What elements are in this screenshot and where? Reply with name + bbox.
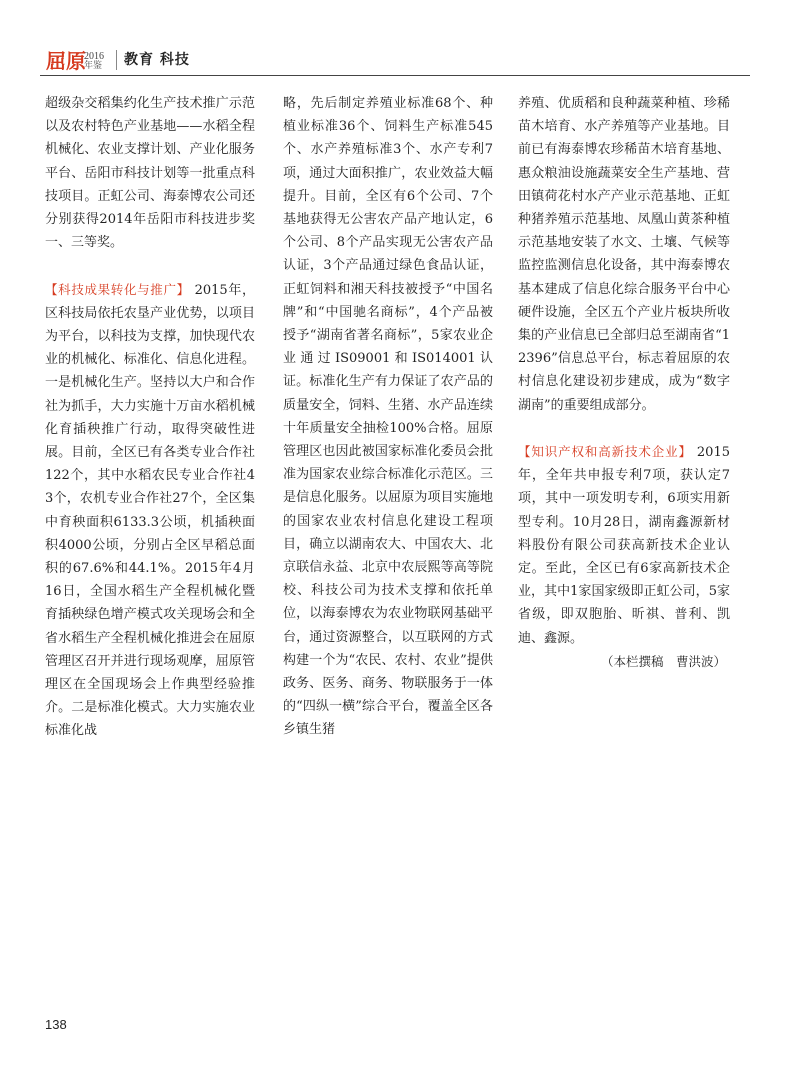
section-title: 教育 科技 [124,52,190,68]
yearbook-logo [46,50,116,72]
paragraph-body: 2015年，区科技局依托农垦产业优势，以项目为平台，以科技为支撑，加快现代农业的机械化、标准化、信息化进程。一是机械化生产。坚持以大户和合作社为抓手，大力实施十万亩水稻机械化育插秧推广行动，取得突破性进展。目前，全区已有各类专业合作社122个，其中水稻农民专业合作社43个，农机专业合作社27个，全区集中育秧面积6133.3公顷，机插秧面积4000公顷，分别占全区早稻总面积的67.6%和44.1%。2015年4月16日，全国水稻生产全程机械化暨育插秧绿色增产模式攻关现场会和全省水稻生产全程机械化推进会在屈原管理区召开并进行现场观摩，屈原管理区在全国现场会上作典型经验推介。二是标准化模式。大力实施农业标准化战 [45,282,255,739]
section-heading-ip-hightech: 【知识产权和高新技术企业】 [518,444,692,460]
paragraph-gap [45,254,255,277]
byline: （本栏撰稿 曹洪波） [600,653,726,669]
logo-year: 2016 [84,51,104,62]
logo-mark: 屈原 [46,49,86,73]
paragraph: 略，先后制定养殖业标准68个、种植业标准36个、饲料生产标准545个、水产养殖标准3个、水产专利7项，通过大面积推广，农业效益大幅提升。目前，全区有6个公司、7个基地获得无公害农产品产地认定，6个公司、8个产品实现无公害农产品认证，3个产品通过绿色食品认证，正虹饲料和湘天科技被授予“中国名牌”和“中国驰名商标”，4个产品被授予“湖南省著名商标”，5家农业企业通过IS09001和IS014001认证。标准化生产有力保证了农产品的质量安全，饲料、生猪、水产品连续十年质量安全抽检100%合格。屈原管理区也因此被国家标准化委员会批准为国家农业综合标准化示范区。三是信息化服务。以屈原为项目实施地的国家农业农村信息化建设工程项目，确立以湖南农大、中国农大、北京联信永益、北京中农辰熙等高等院校、科技公司为技术支撑和依托单位，以海泰博农为农业物联网基础平台，通过资源整合，以互联网的方式构建一个为“农民、农村、农业”提供政务、医务、商务、物联服务于一体的“四纵一横”综合平台，覆盖全区各乡镇生猪 [283,96,493,738]
text-column-1 [45,92,255,743]
page-number: 138 [45,1017,67,1032]
paragraph: 养殖、优质稻和良种蔬菜种植、珍稀苗木培育、水产养殖等产业基地。目前已有海泰博农珍稀苗木培育基地、惠众粮油设施蔬菜安全生产基地、营田镇荷花村水产产业示范基地、正虹种猪养殖示范基地、凤凰山黄茶种植示范基地安装了水文、土壤、气候等监控监测信息化设备，其中海泰博农基本建成了信息化综合服务平台中心硬件设施，全区五个产业片板块所收集的产业信息已全部归总至湖南省“12396”信息总平台，标志着屈原的农村信息化建设初步建成，成为“数字湖南”的重要组成部分。 [518,96,730,413]
paragraph [518,440,730,650]
text-column-2 [283,92,493,742]
paragraph-gap [518,417,730,440]
paragraph: 超级杂交稻集约化生产技术推广示范以及农村特色产业基地——水稻全程机械化、农业支撑计划、产业化服务平台、岳阳市科技计划等一批重点科技项目。正虹公司、海泰博农公司还分别获得2014年岳阳市科技进步奖一、三等奖。 [45,96,255,251]
paragraph-body: 2015年，全年共申报专利7项，获认定7项，其中一项发明专利，6项实用新型专利。10月28日，湖南鑫源新材料股份有限公司获高新技术企业认定。至此，全区已有6家高新技术企业，其中1家国家级即正虹公司，5家省级，即双胞胎、昕祺、普利、凯迪、鑫源。 [518,445,730,646]
header-rule [40,75,750,76]
paragraph [45,278,255,743]
logo-subtitle: 年鉴 [84,61,103,71]
header-divider [116,50,117,70]
text-column-3 [518,92,730,673]
section-heading-tech-transfer: 【科技成果转化与推广】 [45,281,190,297]
page-header [40,44,750,76]
